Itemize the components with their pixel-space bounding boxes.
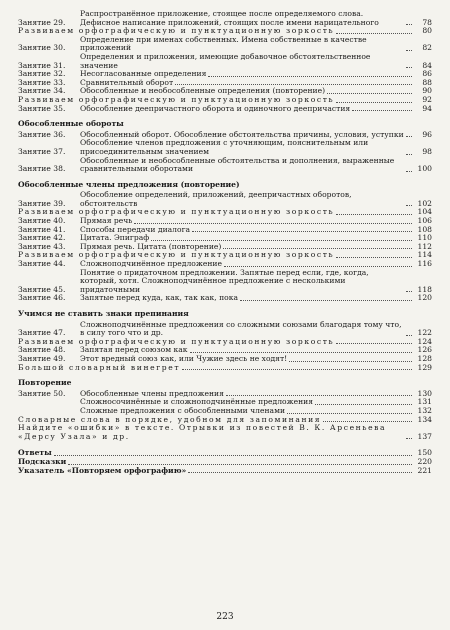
lesson-label: Занятие 34. bbox=[18, 86, 66, 96]
lesson-label: Занятие 46. bbox=[18, 293, 66, 303]
entry-title: Обособленный оборот. Обособление обстоятельства причины, условия, уступки bbox=[80, 129, 404, 139]
entry-title: Сложносочинённые и сложноподчинённые предложения bbox=[80, 397, 314, 407]
dot-leader bbox=[323, 421, 412, 422]
lesson-label: Занятие 40. bbox=[18, 216, 66, 226]
lesson-label: Занятие 30. bbox=[18, 43, 66, 53]
dot-leader bbox=[54, 455, 412, 456]
dot-leader bbox=[224, 266, 412, 267]
dot-leader bbox=[182, 369, 412, 370]
dot-leader bbox=[406, 171, 412, 172]
entry-title: Развиваем орфографическую и пунктуационную зоркость bbox=[18, 26, 335, 36]
dot-leader bbox=[406, 335, 412, 336]
page-ref: 84 bbox=[422, 60, 432, 70]
dot-leader bbox=[289, 361, 412, 362]
page-ref: 104 bbox=[417, 207, 432, 217]
toc-group-a bbox=[18, 10, 432, 113]
lesson-label: Занятие 33. bbox=[18, 77, 66, 87]
lesson-label: Занятие 41. bbox=[18, 224, 66, 234]
lesson-label: Занятие 43. bbox=[18, 241, 66, 251]
lesson-label: Занятие 48. bbox=[18, 345, 66, 355]
lesson-label: Занятие 29. bbox=[18, 17, 66, 27]
page-ref: 118 bbox=[417, 284, 432, 294]
dot-leader bbox=[406, 136, 412, 137]
table-of-contents bbox=[18, 10, 432, 475]
entry-title: Обособление деепричастного оборота и одиночного деепричастия bbox=[80, 103, 351, 113]
page-ref: 120 bbox=[417, 293, 432, 303]
entry-title: Определение при именах собственных. Имена собственные в качестве приложений bbox=[80, 34, 370, 53]
dot-leader bbox=[336, 102, 412, 103]
page-ref: 112 bbox=[417, 241, 432, 251]
entry-title: Обособленные члены предложения bbox=[80, 388, 224, 398]
page-ref: 137 bbox=[417, 431, 432, 441]
entry-title: Способы передачи диалога bbox=[80, 224, 191, 234]
lesson-label: Занятие 39. bbox=[18, 198, 66, 208]
dot-leader bbox=[134, 223, 412, 224]
page-ref: 134 bbox=[417, 414, 432, 424]
dot-leader bbox=[151, 240, 412, 241]
lesson-label: Занятие 37. bbox=[18, 146, 66, 156]
page-ref: 108 bbox=[417, 224, 432, 234]
page-ref: 98 bbox=[422, 146, 432, 156]
page-ref: 221 bbox=[417, 465, 432, 475]
page-ref: 124 bbox=[417, 336, 432, 346]
page-ref: 106 bbox=[417, 216, 432, 226]
page-ref: 110 bbox=[417, 233, 432, 243]
lesson-label: Занятие 44. bbox=[18, 259, 66, 269]
toc-entry bbox=[18, 36, 432, 53]
dot-leader bbox=[352, 110, 412, 111]
page-ref: 80 bbox=[422, 26, 432, 36]
lesson-label: Занятие 49. bbox=[18, 353, 66, 363]
page-ref: 150 bbox=[417, 448, 432, 458]
page-ref: 82 bbox=[422, 43, 432, 53]
page-ref: 96 bbox=[422, 129, 432, 139]
lesson-label: Занятие 47. bbox=[18, 328, 66, 338]
entry-title: Словарные слова в порядке, удобном для запоминания bbox=[18, 414, 322, 424]
entry-title: Обособленные и необособленные определения (повторение) bbox=[80, 86, 326, 96]
toc-group-d bbox=[18, 321, 432, 373]
page-number: 223 bbox=[216, 612, 234, 622]
entry-title: Указатель «Повторяем орфографию» bbox=[18, 465, 187, 475]
page-ref: 220 bbox=[417, 456, 432, 466]
dot-leader bbox=[406, 50, 412, 51]
page-ref: 131 bbox=[417, 397, 432, 407]
page-ref: 132 bbox=[417, 405, 432, 415]
dot-leader bbox=[406, 24, 412, 25]
toc-group-b bbox=[18, 131, 432, 174]
toc-entry bbox=[18, 139, 432, 156]
entry-title: Определения и приложения, имеющие добавочное обстоятельственное значение bbox=[80, 51, 373, 70]
entry-title: Сложноподчинённые предложения со сложными союзами благодаря тому что, в силу того что и др. bbox=[80, 319, 404, 338]
lesson-label: Занятие 36. bbox=[18, 129, 66, 139]
dot-leader bbox=[208, 76, 412, 77]
dot-leader bbox=[226, 395, 412, 396]
entry-title: Найдите «ошибки» в тексте. Отрывки из повестей В. К. Арсеньева «Дерсу Узала» и др. bbox=[18, 423, 391, 441]
section-heading: Обособленные обороты bbox=[18, 119, 124, 129]
page-ref: 90 bbox=[422, 86, 432, 96]
dot-leader bbox=[240, 300, 412, 301]
dot-leader bbox=[223, 248, 412, 249]
page-ref: 92 bbox=[422, 94, 432, 104]
page-ref: 94 bbox=[422, 103, 432, 113]
entry-title: Ответы bbox=[18, 448, 52, 458]
dot-leader bbox=[406, 154, 412, 155]
page-ref: 126 bbox=[417, 345, 432, 355]
entry-title: Понятие о придаточном предложении. Запятые перед если, где, когда, который, хотя. Сложноподчинённое предложение с несколькими придаточными bbox=[80, 267, 372, 294]
section-heading: Обособленные члены предложения (повторение) bbox=[18, 179, 240, 189]
page-ref: 116 bbox=[417, 259, 432, 269]
page-ref: 130 bbox=[417, 388, 432, 398]
entry-title: Сложноподчинённое предложение bbox=[80, 259, 222, 269]
entry-title: Сравнительный оборот bbox=[80, 77, 174, 87]
entry-title: Этот вредный союз как, или Чужие здесь не ходят! bbox=[80, 353, 288, 363]
dot-leader bbox=[336, 257, 412, 258]
toc-entry bbox=[18, 364, 432, 373]
toc-group-e bbox=[18, 390, 432, 442]
entry-title: Развиваем орфографическую и пунктуационную зоркость bbox=[18, 207, 335, 217]
dot-leader bbox=[336, 33, 412, 34]
dot-leader bbox=[175, 84, 412, 85]
page-ref: 128 bbox=[417, 353, 432, 363]
dot-leader bbox=[406, 205, 412, 206]
dot-leader bbox=[190, 352, 412, 353]
page-ref: 86 bbox=[422, 69, 432, 79]
page-ref: 129 bbox=[417, 362, 432, 372]
entry-title: Большой словарный винегрет bbox=[18, 362, 181, 372]
section-heading: Повторение bbox=[18, 378, 72, 388]
entry-title: Обособление членов предложения с уточняющим, пояснительным или присоединительным значением bbox=[80, 138, 371, 156]
toc-entry bbox=[18, 467, 432, 476]
entry-title: Обособленные и необособленные обстоятельства и дополнения, выраженные сравнительными оборотами bbox=[80, 155, 397, 174]
dot-leader bbox=[327, 93, 412, 94]
toc-entry bbox=[18, 321, 432, 338]
page-ref: 114 bbox=[417, 250, 432, 260]
toc-entry bbox=[18, 424, 432, 441]
toc-entry bbox=[18, 294, 432, 303]
toc-entry bbox=[18, 449, 432, 458]
dot-leader bbox=[188, 472, 412, 473]
dot-leader bbox=[406, 438, 412, 439]
page-ref: 100 bbox=[417, 164, 432, 174]
page-ref: 78 bbox=[422, 17, 432, 27]
toc-entry bbox=[18, 191, 432, 208]
lesson-label: Занятие 42. bbox=[18, 233, 66, 243]
toc-entry bbox=[18, 269, 432, 295]
dot-leader bbox=[287, 413, 412, 414]
toc-entry bbox=[18, 105, 432, 114]
toc-entry bbox=[18, 53, 432, 70]
lesson-label: Занятие 50. bbox=[18, 388, 66, 398]
page-ref: 102 bbox=[417, 198, 432, 208]
entry-title: Запятая перед союзом как bbox=[80, 345, 188, 355]
toc-group-c bbox=[18, 191, 432, 303]
dot-leader bbox=[406, 67, 412, 68]
entry-title: Обособление определений, приложений, деепричастных оборотов, обстоятельств bbox=[80, 190, 354, 208]
dot-leader bbox=[336, 214, 412, 215]
entry-title: Цитата. Эпиграф bbox=[80, 233, 150, 243]
entry-title: Развиваем орфографическую и пунктуационную зоркость bbox=[18, 94, 335, 104]
lesson-label: Занятие 38. bbox=[18, 164, 66, 174]
dot-leader bbox=[192, 231, 412, 232]
lesson-label: Занятие 35. bbox=[18, 103, 66, 113]
section-heading: Учимся не ставить знаки препинания bbox=[18, 309, 189, 318]
dot-leader bbox=[406, 291, 412, 292]
entry-title: Прямая речь bbox=[80, 216, 133, 226]
toc-entry bbox=[18, 10, 432, 27]
dot-leader bbox=[68, 464, 412, 465]
entry-title: Прямая речь. Цитата (повторение) bbox=[80, 241, 222, 251]
lesson-label: Занятие 45. bbox=[18, 284, 66, 294]
dot-leader bbox=[336, 343, 412, 344]
lesson-label: Занятие 32. bbox=[18, 69, 66, 79]
entry-title: Сложные предложения с обособленными членами bbox=[80, 405, 286, 415]
page-ref: 122 bbox=[417, 328, 432, 338]
entry-title: Распространённое приложение, стоящее после определяемого слова. Дефисное написание приложений, стоящих после имени нарицательного bbox=[80, 9, 379, 27]
entry-title: Запятые перед куда, как, так как, пока bbox=[80, 293, 238, 303]
dot-leader bbox=[315, 404, 412, 405]
entry-title: Развиваем орфографическую и пунктуационную зоркость bbox=[18, 336, 335, 346]
toc-group-back-matter bbox=[18, 449, 432, 475]
entry-title: Подсказки bbox=[18, 456, 67, 466]
lesson-label: Занятие 31. bbox=[18, 60, 66, 70]
page-ref: 88 bbox=[422, 77, 432, 87]
entry-title: Развиваем орфографическую и пунктуационную зоркость bbox=[18, 250, 335, 260]
toc-entry bbox=[18, 157, 432, 174]
entry-title: Несогласованные определения bbox=[80, 69, 207, 79]
